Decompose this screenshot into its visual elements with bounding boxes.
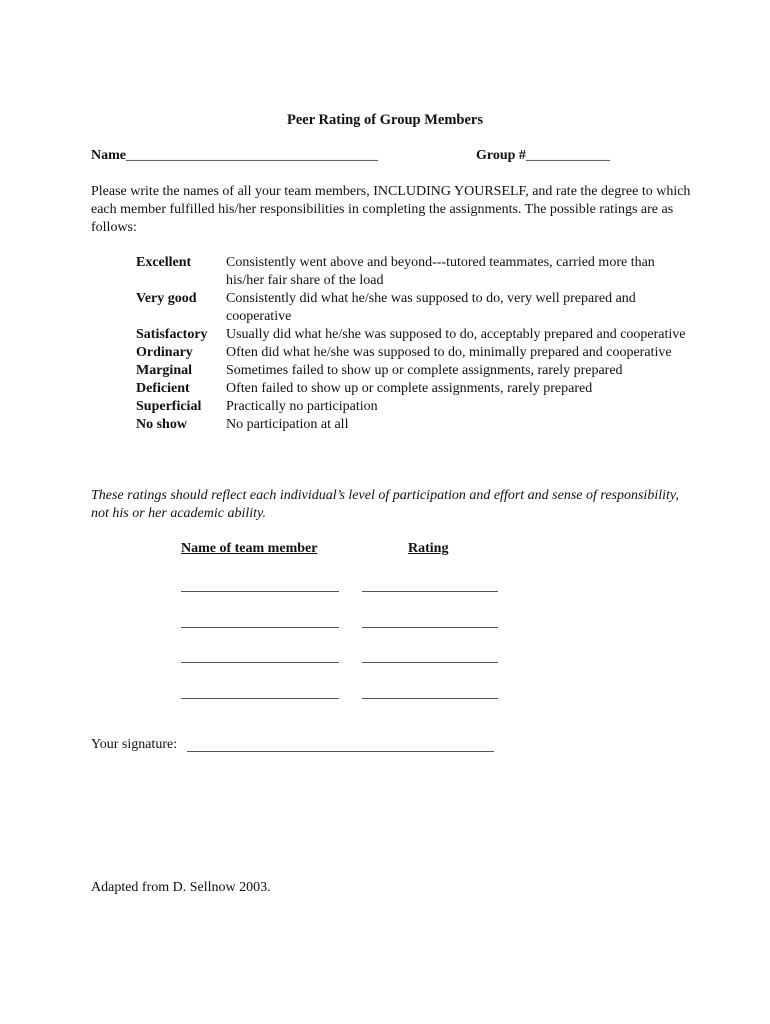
rating-term: Ordinary [136,345,193,360]
rating-row [136,416,696,434]
rating-row [136,326,696,344]
rating-description: Usually did what he/she was supposed to do, acceptably prepared and cooperative [226,327,686,342]
group-label: Group # [476,148,526,163]
rating-term: Marginal [136,363,192,378]
rating-row [136,398,696,416]
name-field[interactable] [91,147,378,165]
rating-description: No participation at all [226,417,349,432]
team-member-name-blank[interactable] [181,627,339,628]
rating-row [136,362,696,380]
team-member-header: Name of team member [181,541,318,556]
rating-term: Superficial [136,399,202,414]
rating-blank[interactable] [362,662,498,663]
rating-term: Satisfactory [136,327,208,342]
rating-blank[interactable] [362,698,498,699]
rating-description: Consistently went above and beyond---tutored teammates, carried more than his/her fair share of the load [226,255,655,288]
instructions: Please write the names of all your team members, INCLUDING YOURSELF, and rate the degree to which each member fulfilled his/her responsibilities in completing the assignments. The possible ratings are as follows: [91,184,691,235]
rating-description: Often failed to show up or complete assignments, rarely prepared [226,381,593,396]
rating-blank[interactable] [362,591,498,592]
page-title: Peer Rating of Group Members [287,112,483,128]
rating-row [136,254,696,290]
rating-term: Excellent [136,255,192,270]
rating-description: Consistently did what he/she was supposed to do, very well prepared and cooperative [226,291,636,324]
rating-row [136,290,696,326]
rating-row [136,380,696,398]
rating-description: Practically no participation [226,399,378,414]
rating-description: Sometimes failed to show up or complete assignments, rarely prepared [226,363,623,378]
rating-term: Very good [136,291,197,306]
rating-scale [136,254,696,434]
team-member-name-blank[interactable] [181,662,339,663]
rating-header: Rating [408,541,449,556]
signature-blank[interactable] [187,751,494,752]
rating-row [136,344,696,362]
rating-description: Often did what he/she was supposed to do, minimally prepared and cooperative [226,345,672,360]
group-blank[interactable]: ____________ [525,148,610,163]
rating-blank[interactable] [362,627,498,628]
team-member-name-blank[interactable] [181,698,339,699]
rating-term: No show [136,417,187,432]
ratings-note: These ratings should reflect each individual’s level of participation and effort and sense of responsibility, not his or her academic ability. [91,488,679,521]
name-label: Name [91,148,126,163]
name-blank[interactable]: ____________________________________ [126,148,378,163]
signature-label: Your signature: [91,737,178,752]
group-field[interactable] [476,147,610,165]
rating-term: Deficient [136,381,190,396]
attribution: Adapted from D. Sellnow 2003. [91,880,271,895]
team-member-name-blank[interactable] [181,591,339,592]
